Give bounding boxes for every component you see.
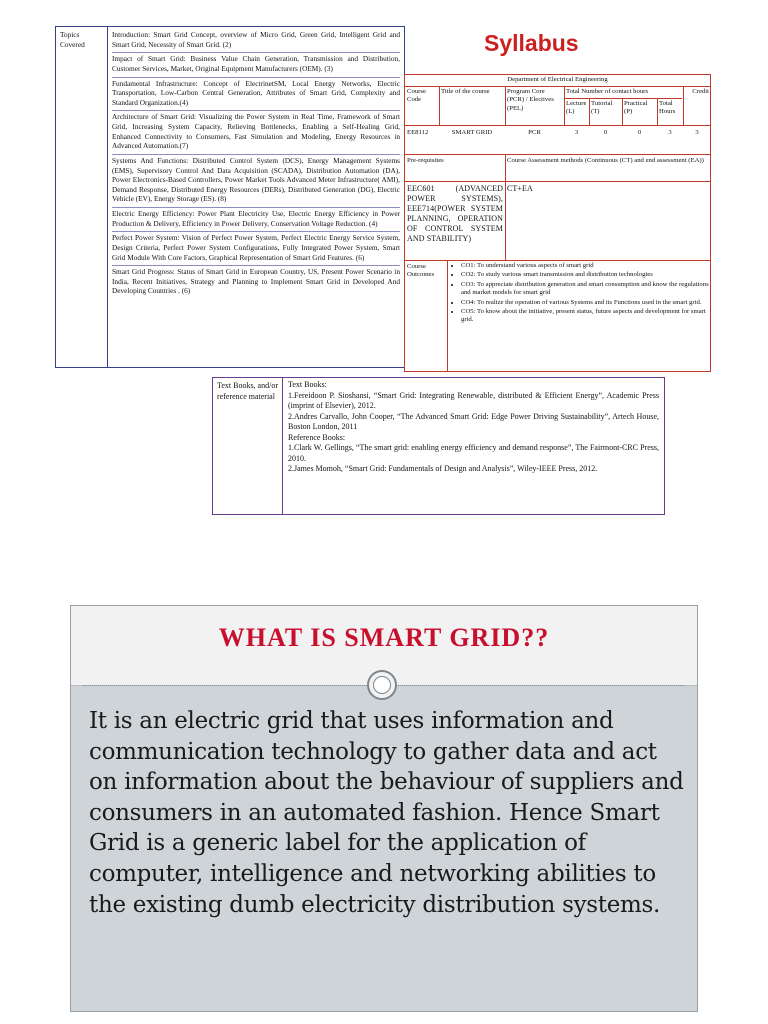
outcome-item: • CO1: To understand various aspects of smart grid [461, 262, 709, 270]
topic-entry: Smart Grid Progress: Status of Smart Grid in European Country, US, Present Power Scenario in India, Recent Initiatives, Strategy and Planning to Implement Smart Grid in Developed And Developing Countries . (6) [112, 267, 400, 296]
topics-list [108, 27, 404, 367]
tutorial-header: Tutorial (T) [591, 100, 613, 116]
program-core-value: PCR [528, 129, 541, 136]
practical-value: 0 [637, 129, 642, 136]
program-core-header: Program Core (PCR) / Electives (PEL) [507, 88, 554, 112]
books-content [283, 378, 664, 514]
outcome-item: • CO4: To realize the operation of various Systems and its Functions used in the smart grid. [461, 299, 709, 307]
smart-grid-slide [70, 605, 698, 1012]
reference-books-heading: Reference Books: [288, 432, 346, 442]
department-name: Department of Electrical Engineering [507, 76, 608, 83]
assessment-label: Course Assessment methods (Continuous (CT) and end assessment (EA)) [507, 157, 704, 164]
topic-entry: Impact of Smart Grid: Business Value Chain Generation, Transmission and Distribution, Customer Services, Market, Original Equipment Manufacturers (OEM). (3) [112, 53, 400, 77]
topic-entry: Introduction: Smart Grid Concept, overview of Micro Grid, Green Grid, Intelligent Grid and Smart Grid, Necessity of Smart Grid. (2) [112, 29, 400, 53]
lecture-value: 3 [574, 129, 579, 136]
tutorial-value: 0 [603, 129, 608, 136]
syllabus-heading: Syllabus [484, 30, 579, 56]
topic-entry: Systems And Functions: Distributed Control System (DCS), Energy Management Systems (EMS), Supervisory Control And Data Acquisition (SCADA), Distribution Automation (DA), Power Electronics-Based Controllers, Power Market Tools Advanced Meter Infrastructure( AMI), Demand Response, Distributed Energy Resources (DERs), Distributed Generation (DG), Electric Vehicle (EV), Energy Storage (ES). (8) [112, 155, 400, 208]
contact-hours-header: Total Number of contact hours [566, 88, 648, 95]
course-outcomes-list [447, 261, 711, 327]
practical-header: Practical (P) [624, 100, 648, 116]
credit-header: Credit [692, 88, 709, 95]
circle-ornament-icon [367, 670, 397, 700]
outcome-item: • CO3: To appreciate distribution generation and smart consumption and know the regulations and market models for smart grid [461, 281, 709, 298]
topic-entry: Electric Energy Efficiency: Power Plant Electricity Use, Electric Energy Efficiency in Power Production & Delivery, Efficiency in Power Delivery, Conservation Voltage Reduction. (4) [112, 208, 400, 232]
total-hours-value: 3 [668, 129, 672, 136]
slide-title: WHAT IS SMART GRID?? [218, 623, 550, 652]
text-book-2: 2.Andres Carvallo, John Cooper, “The Advanced Smart Grid: Edge Power Driving Sustainability”, Artech House, Boston London, 2011 [288, 411, 659, 432]
course-code-value: EE8112 [407, 129, 429, 136]
text-book-1: 1.Fereidoon P. Sioshansi, “Smart Grid: Integrating Renewable, distributed & Efficient Energy”, Academic Press (imprint of Elsevier), 2012. [288, 390, 659, 411]
slide-body-text: It is an electric grid that uses information and communication technology to gather data and act on information about the behaviour of suppliers and consumers in an automated fashion. Hence Smart Grid is a generic label for the application of computer, intelligence and networking abilities to the existing dumb electricity distribution systems. [89, 708, 684, 918]
total-hours-header: Total Hours [659, 100, 676, 116]
text-books-heading: Text Books: [288, 380, 327, 389]
outcome-item: • CO5: To know about the initiative, present status, future aspects and development for smart grid. [461, 308, 709, 325]
prerequisites-label: Pre-requisites [407, 157, 444, 164]
reference-book-2: 2.James Momoh, “Smart Grid: Fundamentals of Design and Analysis”, Wiley-IEEE Press, 2012. [288, 464, 598, 474]
course-title-value: SMART GRID [451, 129, 493, 136]
topic-entry: Perfect Power System: Vision of Perfect Power System, Perfect Electric Energy Service System, Design Criteria, Perfect Power System Configurations, Fully Integrated Power System, Smart Grid Module With Core Factors, Graphical Representation of Smart Grid Features. (6) [112, 232, 400, 266]
outcome-item: • CO2: To study various smart transmission and distribution technologies [461, 271, 709, 279]
books-label: Text Books, and/or reference material [213, 378, 283, 514]
course-title-header: Title of the course [441, 88, 490, 95]
course-details-table [404, 74, 711, 372]
assessment-value: CT+EA [507, 184, 533, 193]
topic-entry: Architecture of Smart Grid: Visualizing the Power System in Real Time, Framework of Smart Grid, Increasing System Capacity, Relieving Bottlenecks, Enabling a Self-Healing Grid, Enhanced Connectivity to Consumers, Fast Simulation and Modeling, Energy Resources in Advanced Automation.(7) [112, 111, 400, 155]
course-code-header: Course Code [407, 88, 426, 104]
course-outcomes-label: Course Outcomes [407, 263, 435, 279]
books-table [212, 377, 665, 515]
topic-entry: Fundamental Infrastructure: Concept of ElectrinetSM, Local Energy Networks, Electric Transportation, Low-Carbon Central Generation, Attributes of Smart Grid, Complexity and Standard Organization.(4) [112, 78, 400, 112]
topics-table [55, 26, 405, 368]
prerequisites-value: EEC601 (ADVANCED POWER SYSTEMS), EEE714(POWER SYSTEM PLANNING, OPERATION OF CONTROL SYSTEM AND STABILITY) [407, 184, 503, 243]
topics-label: Topics Covered [56, 27, 108, 367]
credit-value: 3 [695, 129, 699, 136]
reference-book-1: 1.Clark W. Gellings, “The smart grid: enabling energy efficiency and demand response”, The Fairmont-CRC Press, 2010. [288, 443, 659, 463]
lecture-header: Lecture (L) [566, 100, 587, 116]
